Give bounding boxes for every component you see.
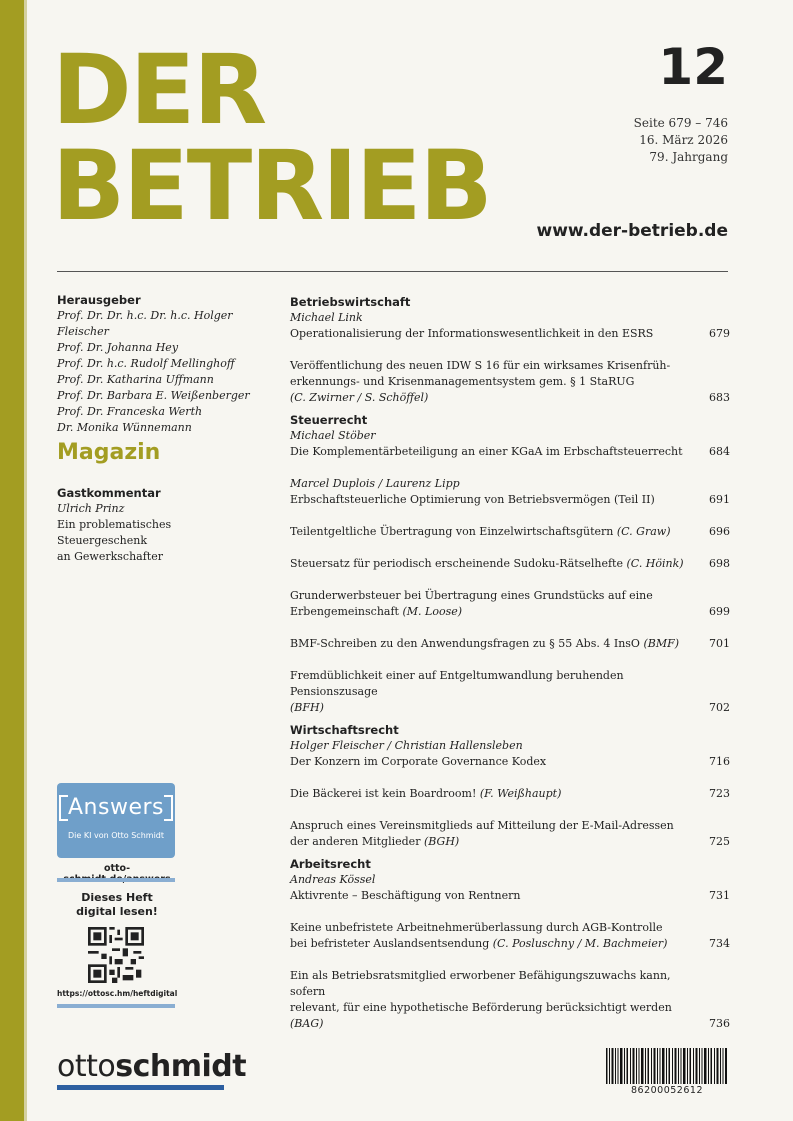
toc-title: Erbengemeinschaft bbox=[290, 605, 399, 618]
toc-author: Holger Fleischer / Christian Hallensleben bbox=[290, 739, 523, 752]
toc-page: 734 bbox=[709, 937, 730, 950]
toc-title: Die Bäckerei ist kein Boardroom! bbox=[290, 787, 477, 800]
masthead-title-line1: DER bbox=[52, 34, 266, 146]
toc-entry[interactable] bbox=[290, 738, 730, 770]
publisher-name: Prof. Dr. Dr. h.c. Dr. h.c. Holger Fleischer bbox=[57, 309, 233, 338]
logo-part-otto: otto bbox=[57, 1049, 116, 1084]
answers-word: Answers bbox=[68, 795, 164, 820]
toc-title: Steuersatz für periodisch erscheinende Sudoku-Rätselhefte bbox=[290, 557, 623, 570]
toc-source: (C. Graw) bbox=[616, 525, 671, 538]
divider-bar bbox=[57, 1004, 175, 1008]
issue-number: 12 bbox=[658, 38, 728, 96]
toc-page: 701 bbox=[709, 637, 730, 650]
toc-page: 723 bbox=[709, 787, 730, 800]
toc-entry[interactable] bbox=[290, 588, 730, 620]
toc-source: (F. Weißhaupt) bbox=[479, 787, 562, 800]
toc-title: BMF-Schreiben zu den Anwendungsfragen zu § 55 Abs. 4 InsO bbox=[290, 637, 640, 650]
qr-code-icon[interactable] bbox=[88, 927, 144, 983]
toc-source: (BGH) bbox=[423, 835, 460, 848]
toc-source: (C. Posluschny / M. Bachmeier) bbox=[492, 937, 668, 950]
toc-author: (C. Zwirner / S. Schöffel) bbox=[290, 391, 429, 404]
issue-date: 16. März 2026 bbox=[639, 133, 728, 147]
toc-title: Erbschaftsteuerliche Optimierung von Betriebsvermögen (Teil II) bbox=[290, 493, 655, 506]
toc-title: Anspruch eines Vereinsmitglieds auf Mitteilung der E-Mail-Adressen bbox=[290, 819, 674, 832]
toc-title: bei befristeter Auslandsentsendung bbox=[290, 937, 490, 950]
masthead-title-line2: BETRIEB bbox=[52, 130, 491, 242]
publisher-name: Prof. Dr. Franceska Werth bbox=[57, 405, 203, 418]
toc-title: erkennungs- und Krisenmanagementsystem gem. § 1 StaRUG bbox=[290, 375, 635, 388]
toc-page: 716 bbox=[709, 755, 730, 768]
volume: 79. Jahrgang bbox=[649, 150, 728, 164]
toc-author: Michael Stöber bbox=[290, 429, 376, 442]
toc-title: Ein als Betriebsratsmitglied erworbener Befähigungszuwachs kann, sofern bbox=[290, 969, 671, 998]
toc-page: 698 bbox=[709, 557, 730, 570]
toc-title: Keine unbefristete Arbeitnehmerüberlassung durch AGB-Kontrolle bbox=[290, 921, 663, 934]
toc-page: 731 bbox=[709, 889, 730, 902]
toc-entry[interactable] bbox=[290, 524, 730, 540]
toc-page: 679 bbox=[709, 327, 730, 340]
toc-entry[interactable] bbox=[290, 786, 730, 802]
table-of-contents bbox=[290, 292, 730, 1048]
toc-title: Der Konzern im Corporate Governance Kodex bbox=[290, 755, 547, 768]
guest-comment-author: Ulrich Prinz bbox=[57, 502, 125, 515]
toc-author: Andreas Kössel bbox=[290, 873, 376, 886]
digital-promo bbox=[57, 891, 177, 919]
toc-entry[interactable] bbox=[290, 428, 730, 460]
toc-entry[interactable] bbox=[290, 358, 730, 406]
toc-title: relevant, für eine hypothetische Beförderung berücksichtigt werden bbox=[290, 1001, 672, 1014]
barcode-number: 86200052612 bbox=[631, 1085, 703, 1096]
spine-bar bbox=[0, 0, 24, 1121]
guest-comment-title-line: an Gewerkschafter bbox=[57, 550, 163, 563]
website-link[interactable]: www.der-betrieb.de bbox=[536, 221, 728, 241]
publisher-logo bbox=[57, 1049, 246, 1084]
toc-source: (C. Höink) bbox=[626, 557, 684, 570]
guest-comment-heading: Gastkommentar bbox=[57, 486, 161, 500]
toc-page: 736 bbox=[709, 1017, 730, 1030]
toc-entry[interactable] bbox=[290, 920, 730, 952]
section-heading-betriebswirtschaft: Betriebswirtschaft bbox=[290, 295, 411, 309]
toc-entry[interactable] bbox=[290, 636, 730, 652]
toc-title: Veröffentlichung des neuen IDW S 16 für ein wirksames Krisenfrüh- bbox=[290, 359, 671, 372]
toc-entry[interactable] bbox=[290, 668, 730, 716]
toc-entry[interactable] bbox=[290, 818, 730, 850]
guest-comment-title-line: Ein problematisches bbox=[57, 518, 172, 531]
section-heading-steuerrecht: Steuerrecht bbox=[290, 413, 368, 427]
answers-url[interactable]: otto- bbox=[103, 863, 131, 874]
publishers-block bbox=[57, 292, 272, 436]
toc-author: Marcel Duplois / Laurenz Lipp bbox=[290, 477, 460, 490]
magazin-heading: Magazin bbox=[57, 440, 161, 465]
barcode bbox=[606, 1048, 728, 1084]
toc-title: Grunderwerbsteuer bei Übertragung eines Grundstücks auf eine bbox=[290, 589, 653, 602]
divider bbox=[57, 271, 728, 272]
logo-underline bbox=[57, 1085, 224, 1090]
issue-meta bbox=[634, 115, 728, 166]
publisher-name: Prof. Dr. h.c. Rudolf Mellinghoff bbox=[57, 357, 235, 370]
page-range: Seite 679 – 746 bbox=[633, 116, 728, 130]
digital-url[interactable]: https://ottosc.hm/heftdigital bbox=[57, 989, 178, 998]
toc-page: 684 bbox=[709, 445, 730, 458]
publisher-name: Prof. Dr. Katharina Uffmann bbox=[57, 373, 214, 386]
toc-title: Aktivrente – Beschäftigung von Rentnern bbox=[290, 889, 521, 902]
toc-entry[interactable] bbox=[290, 556, 730, 572]
publisher-name: Dr. Monika Wünnemann bbox=[57, 421, 192, 434]
toc-source: (BFH) bbox=[290, 701, 324, 714]
toc-page: 696 bbox=[709, 525, 730, 538]
publishers-heading: Herausgeber bbox=[57, 293, 141, 307]
toc-entry[interactable] bbox=[290, 476, 730, 508]
digital-promo-line: Dieses Heft bbox=[81, 891, 153, 904]
toc-source: (M. Loose) bbox=[402, 605, 463, 618]
answers-logo bbox=[57, 795, 175, 821]
toc-entry[interactable] bbox=[290, 968, 730, 1032]
section-heading-wirtschaftsrecht: Wirtschaftsrecht bbox=[290, 723, 399, 737]
toc-entry[interactable] bbox=[290, 872, 730, 904]
toc-title: Operationalisierung der Informationswesentlichkeit in den ESRS bbox=[290, 327, 654, 340]
toc-title: Teilentgeltliche Übertragung von Einzelwirtschaftsgütern bbox=[290, 525, 614, 538]
toc-source: (BAG) bbox=[290, 1017, 324, 1030]
logo-part-schmidt: schmidt bbox=[115, 1049, 247, 1084]
toc-page: 725 bbox=[709, 835, 730, 848]
guest-comment-title-line: Steuergeschenk bbox=[57, 534, 148, 547]
toc-title: der anderen Mitglieder bbox=[290, 835, 421, 848]
toc-page: 702 bbox=[709, 701, 730, 714]
toc-entry[interactable] bbox=[290, 310, 730, 342]
toc-title: Die Komplementärbeteiligung an einer KGaA im Erbschaftsteuerrecht bbox=[290, 445, 683, 458]
toc-page: 691 bbox=[709, 493, 730, 506]
digital-promo-line: digital lesen! bbox=[76, 905, 158, 918]
publisher-name: Prof. Dr. Johanna Hey bbox=[57, 341, 179, 354]
toc-page: 699 bbox=[709, 605, 730, 618]
divider-bar bbox=[57, 878, 175, 882]
toc-page: 683 bbox=[709, 391, 730, 404]
toc-title: Fremdüblichkeit einer auf Entgeltumwandlung beruhenden Pensionszusage bbox=[290, 669, 624, 698]
toc-source: (BMF) bbox=[643, 637, 680, 650]
section-heading-arbeitsrecht: Arbeitsrecht bbox=[290, 857, 371, 871]
guest-comment-block bbox=[57, 485, 272, 565]
answers-subtitle: Die KI von Otto Schmidt bbox=[67, 831, 165, 840]
answers-ad[interactable] bbox=[57, 783, 175, 858]
publisher-name: Prof. Dr. Barbara E. Weißenberger bbox=[57, 389, 250, 402]
toc-author: Michael Link bbox=[290, 311, 363, 324]
